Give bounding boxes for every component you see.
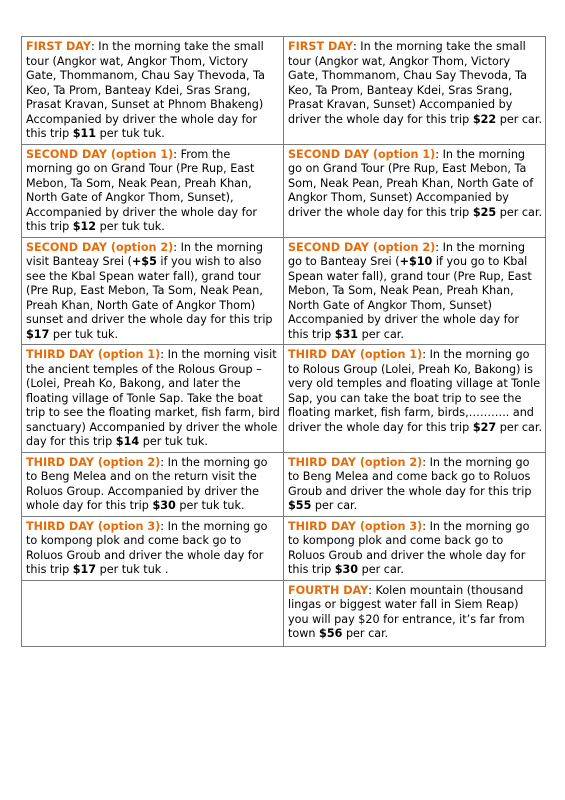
- price-unit: per tuk tuk.: [96, 220, 165, 233]
- day-heading: FOURTH DAY: [288, 583, 369, 597]
- day-heading: THIRD DAY (option 1): [26, 348, 161, 361]
- price: $12: [72, 220, 97, 233]
- day-description: : In the morning take the small tour (Angkor wat, Angkor Thom, Victory Gate, Thommanom, Chau Say Thevoda, Ta Keo, Ta Prom, Banteay Kdei, Sras Srang, Prasat Kravan, Sunset) Accompanied by driver the whole day for this trip: [288, 40, 527, 126]
- price: $14: [115, 435, 140, 448]
- day-heading: FIRST DAY: [26, 40, 91, 53]
- day-description: : Kolen mountain (thousand lingas or biggest water fall in Siem Reap) you will pay $20 for entrance, it’s far from town: [288, 583, 525, 640]
- empty-cell: [22, 580, 284, 646]
- day-heading: THIRD DAY (option 2): [26, 455, 161, 469]
- price-unit: per tuk tuk .: [96, 563, 169, 576]
- price: $17: [26, 327, 50, 341]
- day-heading: SECOND DAY (option 2): [26, 240, 174, 254]
- table-row: [22, 37, 546, 145]
- price: $30: [152, 499, 176, 512]
- tuk-tuk-cell-first-day: [22, 37, 284, 145]
- tuk-tuk-cell-third-day-option-3: [22, 516, 284, 580]
- table-row: [22, 452, 546, 516]
- price: $55: [288, 499, 312, 512]
- price-unit: per tuk tuk.: [175, 499, 245, 512]
- car-cell-fourth-day: [284, 580, 546, 646]
- car-cell-first-day: [284, 37, 546, 145]
- price-unit: per car.: [358, 563, 404, 576]
- tuk-tuk-cell-second-day-option-1: [22, 144, 284, 237]
- day-heading: THIRD DAY (option 3): [288, 519, 423, 533]
- price-unit: per tuk tuk.: [96, 127, 165, 140]
- price: $31: [334, 327, 359, 341]
- day-heading: SECOND DAY (option 1): [26, 147, 174, 161]
- price: $27: [472, 420, 497, 434]
- price-unit: per car.: [496, 112, 543, 126]
- day-description: : In the morning go to Beng Melea and on the return visit the Roluos Group. Accompanied by driver the whole day for this trip: [26, 455, 268, 512]
- car-cell-third-day-option-2: [284, 452, 546, 516]
- price: $25: [472, 205, 497, 219]
- tuk-tuk-cell-third-day-option-1: [22, 345, 284, 453]
- price: $17: [72, 563, 97, 576]
- day-description: : In the morning go to Beng Melea and come back go to Roluos Groub and driver the whole day for this trip: [288, 455, 532, 498]
- price-unit: per car.: [496, 205, 543, 219]
- car-cell-second-day-option-2: [284, 237, 546, 345]
- day-heading: THIRD DAY (option 3): [26, 519, 161, 533]
- page: [21, 36, 545, 647]
- day-description: : In the morning take the small tour (Angkor wat, Angkor Thom, Victory Gate, Thommanom, Chau Say Thevoda, Ta Keo, Ta Prom, Banteay Kdei, Sras Srang, Prasat Kravan, Sunset at Phnom Bhakeng) Accompanied by driver the whole day for this trip: [26, 40, 265, 140]
- price-unit: per car.: [311, 499, 358, 512]
- itinerary-table: [21, 36, 546, 647]
- price-unit: per tuk tuk.: [49, 327, 119, 341]
- car-cell-third-day-option-1: [284, 345, 546, 453]
- day-description: : From the morning go on Grand Tour (Pre Rup, East Mebon, Ta Som, Neak Pean, Preah Khan, North Gate of Angkor Thom, Sunset), Accompanied by driver the whole day for this trip: [26, 147, 258, 233]
- price: $56: [319, 627, 343, 640]
- price: $11: [72, 127, 97, 140]
- price-unit: per car.: [342, 627, 389, 640]
- table-row: [22, 580, 546, 646]
- day-description: : In the morning visit Banteay Srei (: [26, 240, 264, 268]
- table-row: [22, 345, 546, 453]
- day-heading: THIRD DAY (option 2): [288, 455, 423, 469]
- car-cell-second-day-option-1: [284, 144, 546, 237]
- car-cell-third-day-option-3: [284, 516, 546, 580]
- price-unit: per car.: [496, 420, 543, 434]
- tuk-tuk-cell-second-day-option-2: [22, 237, 284, 345]
- price: $22: [472, 112, 497, 126]
- extra-fee: +$5: [131, 255, 157, 268]
- day-heading: FIRST DAY: [288, 40, 353, 53]
- day-heading: THIRD DAY (option 1): [288, 348, 423, 361]
- day-description: : In the morning visit the ancient temples of the Rolous Group – (Lolei, Preah Ko, Bakong, and later the floating village of Tonle Sap. Take the boat trip to see the floating market, fish farm, bird sanctuary) Accompanied by driver the whole day for this trip: [26, 348, 280, 448]
- day-description: : In the morning go on Grand Tour (Pre Rup, East Mebon, Ta Som, Neak Pean, Preah Khan, North Gate of Angkor Thom, Sunset) Accompanied by driver the whole day for this trip: [288, 147, 534, 219]
- day-heading: SECOND DAY (option 2): [288, 240, 436, 254]
- tuk-tuk-cell-third-day-option-2: [22, 452, 284, 516]
- day-description-continued: if you wish to also see the Kbal Spean water fall), grand tour (Pre Rup, East Mebon, Ta Som, Neak Pean, Preah Khan, North Gate of Angkor Thom) sunset and driver the whole day for this trip: [26, 255, 273, 326]
- price: $30: [334, 563, 359, 576]
- table-row: [22, 516, 546, 580]
- day-description-continued: if you go to Kbal Spean water fall), grand tour (Pre Rup, East Mebon, Ta Som, Neak Pean, Preah Khan, North Gate of Angkor Thom, Sunset) Accompanied by driver the whole day for this trip: [288, 255, 532, 341]
- price-unit: per car.: [358, 327, 404, 341]
- day-heading: SECOND DAY (option 1): [288, 147, 436, 161]
- extra-fee: +$10: [399, 255, 433, 268]
- day-description: : In the morning go to Rolous Group (Lolei, Preah Ko, Bakong) is very old temples and floating village at Tonle Sap, you can take the boat trip to see the floating market, fish farm, birds,……….. and driver the whole day for this trip: [288, 348, 541, 434]
- day-description: : In the morning go to Banteay Srei (: [288, 240, 526, 268]
- table-row: [22, 237, 546, 345]
- price-unit: per tuk tuk.: [139, 435, 208, 448]
- table-row: [22, 144, 546, 237]
- day-description: : In the morning go to kompong plok and come back go to Roluos Groub and driver the whole day for this trip: [288, 519, 530, 576]
- day-description: : In the morning go to kompong plok and come back go to Roluos Groub and driver the whole day for this trip: [26, 519, 268, 576]
